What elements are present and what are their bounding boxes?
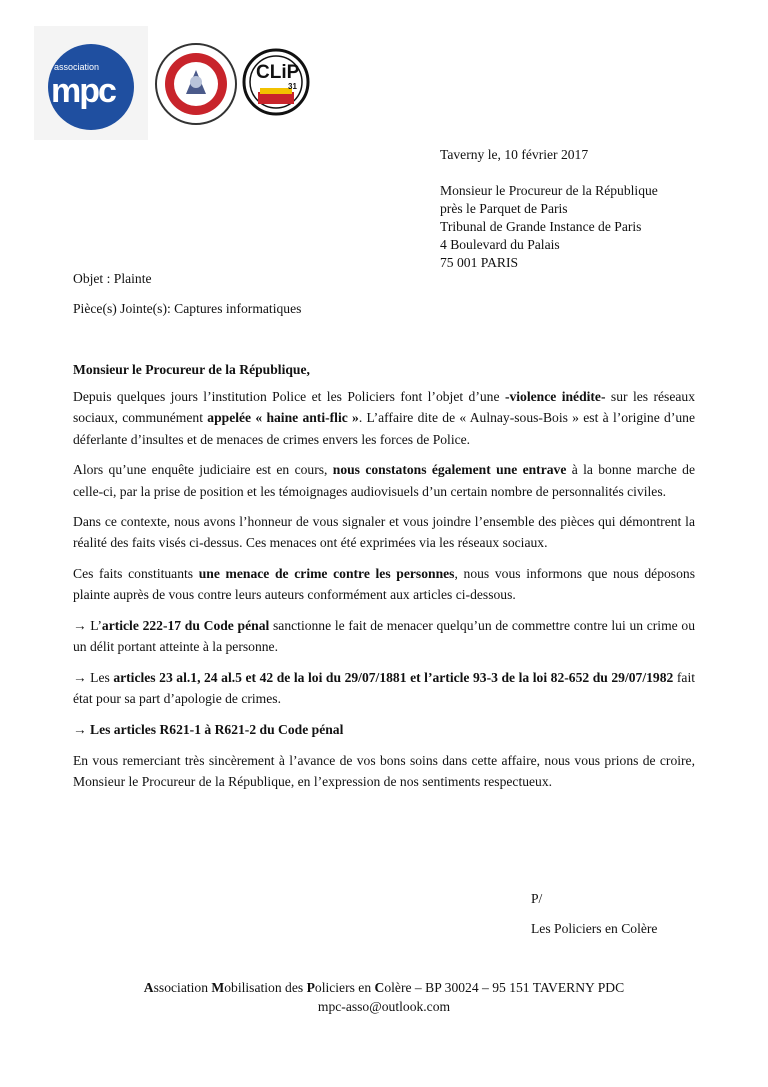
mpc-logo-line2: mpc: [51, 72, 115, 110]
footer-email: mpc-asso@outlook.com: [317, 999, 451, 1014]
closing-paragraph: En vous remerciant très sincèrement à l’avance de vos bons soins dans cette affaire, nous vous prions de croire, Monsieur le Procureur de la République, en l’expression de nos sentiments respectueux.: [73, 752, 695, 789]
clip-badge-logo: [242, 48, 310, 116]
header-logos: [34, 26, 330, 140]
paragraph-3: Dans ce contexte, nous avons l’honneur de vous signaler et vous joindre l’ensemble des pièces qui démontrent la réalité des faits visés ci-dessus. Ces menaces ont été exprimées via les réseaux sociaux.: [73, 514, 695, 551]
signature-prefix: P/: [531, 891, 543, 906]
footer: [0, 978, 768, 1016]
recipient-line: près le Parquet de Paris: [440, 201, 568, 216]
date-and-recipient: [440, 146, 658, 272]
article-item-3: → Les articles R621-1 à R621-2 du Code pénal: [73, 721, 344, 737]
letter-object: Objet : Plainte: [73, 271, 152, 286]
mpc-logo: [34, 26, 148, 140]
recipient-line: 4 Boulevard du Palais: [440, 237, 560, 252]
letter-attachments: Pièce(s) Jointe(s): Captures informatiques: [73, 301, 302, 316]
recipient-line: Monsieur le Procureur de la République: [440, 183, 658, 198]
footer-address: Association Mobilisation des Policiers en Colère – BP 30024 – 95 151 TAVERNY PDC: [143, 980, 625, 995]
clip-badge-text: CLiP: [256, 62, 300, 83]
recipient-line: Tribunal de Grande Instance de Paris: [440, 219, 642, 234]
place-date: Taverny le, 10 février 2017: [440, 147, 589, 162]
article-item-1: → L’article 222-17 du Code pénal sanctionne le fait de menacer quelqu’un de commettre contre lui un crime ou un délit portant atteinte à la personne.: [73, 618, 696, 655]
paragraph-4: Ces faits constituants une menace de crime contre les personnes, nous vous informons que nous déposons plainte auprès de vous contre leurs auteurs conformément aux articles ci-dessous.: [73, 566, 695, 603]
clip-seal-logo: [154, 42, 238, 126]
mpc-logo-line1: association: [54, 62, 100, 72]
letter-body: [73, 359, 695, 801]
signature-name: Les Policiers en Colère: [531, 921, 658, 936]
clip-badge-number: 31: [288, 82, 297, 91]
salutation: Monsieur le Procureur de la République,: [73, 362, 310, 377]
paragraph-2: Alors qu’une enquête judiciaire est en cours, nous constatons également une entrave à la bonne marche de celle-ci, par la prise de position et les témoignages audiovisuels d’un certain nombre de personnalités civiles.: [73, 462, 695, 499]
recipient-line: 75 001 PARIS: [440, 255, 519, 270]
article-item-2: → Les articles 23 al.1, 24 al.5 et 42 de la loi du 29/07/1881 et l’article 93-3 de la loi 82-652 du 29/07/1982 fait état pour sa part d’apologie de crimes.: [73, 669, 695, 707]
paragraph-1: Depuis quelques jours l’institution Police et les Policiers font l’objet d’une -violence inédite- sur les réseaux sociaux, communément appelée « haine anti-flic ». L’affaire dite de « Aulnay-sous-Bois » est à l’origine d’une déferlante d’insultes et de menaces de crimes envers les forces de Police.: [73, 389, 696, 447]
